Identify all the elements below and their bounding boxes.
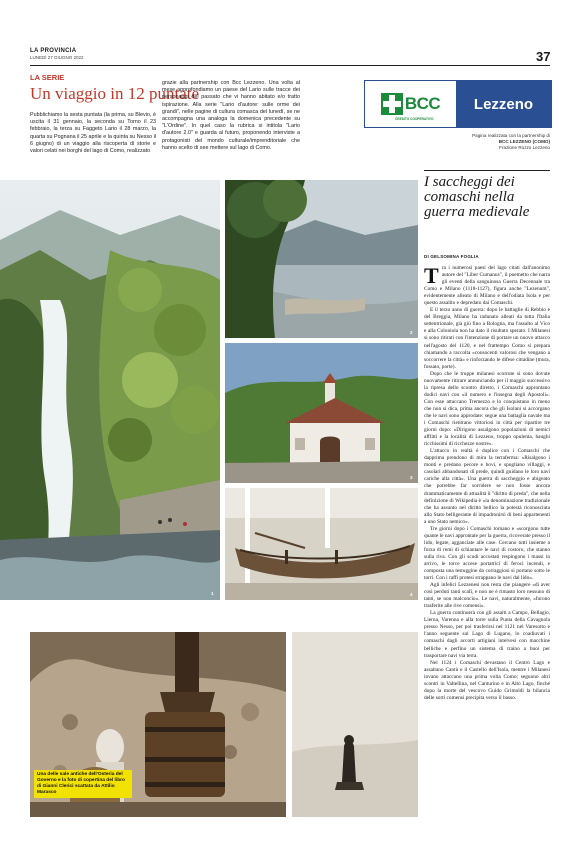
article-rule [424, 170, 550, 171]
series-intro-col2: grazie alla partnership con Bcc Lezzeno. Una volta al mese approfondiamo un paese del Lario sulle tracce dei personaggi del passato che vi hanno abitato e/o tratto ispirazione. Alla serie "Lario d'autore: sulle orme dei grandi", nelle pagine di cultura comasca del lunedì, se ne accompagna una analoga la domenica precedente su "L'Ordine". In quel caso la rubrica si intitola "Lario d'autore 2.0" e guarda al futuro, proponendo interviste a protagonisti del mondo culturale/imprenditoriale che hanno scelto di see mettere sul lago di Como. [162, 80, 300, 151]
article-paragraph: La guerra continuerà con gli assalti a Campo, Bellagio, Lierna, Varenna e alla torre sulla Punta della Cavagnola presso Nesso, per poi trasferirsi nel 1121 nel Varesotto e l'anno seguente sul Lago di Lugano, lo coadiuvati i comaschi dagli accorti artigiani intelvesi con macchine belliche e perfino un sistema di traino a buoi per trasportare navi via terra. [424, 610, 550, 659]
chapel-image [225, 343, 418, 483]
bcc-emblem-icon [381, 93, 403, 115]
photo-number-2: 2 [410, 330, 413, 335]
lake-shore-image [225, 180, 418, 338]
article-byline: DI GELSOMINA FOGLIA [424, 254, 479, 259]
article-paragraph: E il terzo anno di guerra: dopo le battaglie di Rebbio e del Breggia, Milano ha radunato alleati da tutta l'Italia settentrionale, già giù fino a Bologna, ma l'assalto al Vico e alla Coloniola non ha dato il risultato sperato. I Milanesi si sono ritirati con l'intenzione di portare un nuovo attacco nell'agosto del 1120, e nel frattempo Como si prepara chiamando a raccolta «consocenti valorosi che vengano a soccorrere la città» e rinforzando le difese cittadine (mura, fossato, porte). [424, 307, 550, 370]
photo-osteria-interior [30, 632, 286, 817]
article-body [424, 265, 550, 702]
article-paragraph: Nel 1124 i Comaschi devastano il Centro Lago e assaltano Cantù e il Castello dell'Isola, mentre i Milanesi invano attaccano una prima volta Como; seguono altri scontri in Valtellina, nel Canturino e in Alto Lago, finché dopo la morte del vescovo Guido Grimoldi la bilancia delle sorti comensi precipita verso il basso. [424, 659, 550, 701]
issue-date: LUNEDÌ 27 GIUGNO 2022 [30, 55, 84, 60]
drop-cap: T [424, 263, 439, 288]
photo-number-4: 4 [410, 592, 413, 597]
book-cover-image [292, 632, 418, 817]
bcc-subtitle: CREDITO COOPERATIVO [395, 117, 434, 121]
series-title: Un viaggio in 12 puntate [30, 84, 200, 103]
article-paragraph: Dopo che le truppe milanesi scorrute si sono dovute nuovamente ritirare annunciando per il maggio successivo la ripresa dello scontro diretto, i Comaschi approntano dodici navi con «il numero e l'insegna degli Apostoli». Con esse attaccano Tremezzo e lo conquistano in meno che non si dica, prima ancora che gli Isolani si accorgano che le navi sono approdate: segue una battaglia navale ma i Comaschi rientrano vittoriosi in città per ripartire tre giorni dopo: «Dirigono assalgono popolazioni di nemici afflitti e la località di Lezzeno, troppo opulenta, haughi ricchissimi di ricchezze nostre». [424, 370, 550, 448]
article-paragraph: Tre giorni dopo i Comaschi tornano e «scorgono tutte quante le navi approntate per la guerra, ricoverate presso il lido, legate, agganciate alle case. Cercano tutti insieme a forza di remi di schiantare le navi di costoro, che stanno sulla riva. Con gli scudi accostati respingono i massi in arrivo, le torce accese portatrici di feroci incendi, e composta una testuggine da corraggiosi si portano sotto le torri. Con i raffi protesi strappano le navi dal lido». [424, 525, 550, 582]
article-paragraph: L'attacco in realtà è duplice con i Comaschi che dapprima prendono di mira la terraferma: «Risalgono i monti e predano pecore e bovi, e spogliano villaggi, e casolari abbandonati di prede, quindi guidano le loro navi cariche alla città». Una guerra di saccheggio e abigeato che potrebbe far sorridere se non fosse ancora drammaticamente di attualità il "diritto di preda", che nella definizione di Wikipedia è «la denominazione tradizionale che ha assunto nel diritto bellico la potestà riconosciuta allo Stato belligerante di impadronirsi di beni appartenenti a uno Stato nemico». [424, 448, 550, 525]
series-intro-col1: Pubblichiamo la sesta puntata (la prima, su Blevio, è uscita il 31 gennaio, la seconda su Torno il 23 febbraio, la terza su Faggeto Lario il 28 marzo, la quarta su Pognana il 25 aprile e la quinta su Nesso il 6 giugno) di un viaggio alla riscoperta di storie e valori celati nei borghi del lago di Como, realizzato [30, 112, 156, 155]
ad-caption-line1: Pagina realizzata con la partnership di [472, 133, 550, 138]
photo-caption: Una delle sale antiche dell'Osteria del Governo e la foto di copertina del libro di Gianni Clerici scattata da Attilio Marasco [34, 770, 132, 798]
photo-number-3: 3 [410, 475, 413, 480]
section-label: LA SERIE [30, 73, 65, 82]
bcc-lezzeno-ad[interactable] [364, 80, 552, 128]
header-rule [30, 65, 550, 66]
waterfall-painting-image [0, 180, 220, 600]
article-paragraph: ra i numerosi paesi del lago citati dall'anonimo autore del "Liber Cumanus", il poemetto che narra gli eventi della sanguinosa Guerra Decennale tra Como e Milano (1118-1127), figura anche "Lezenum", evidentemente alleato di Milano e dell'odiata Isola e per questo assalito e depredato dai Comaschi. [424, 265, 550, 307]
bcc-logo [365, 81, 456, 127]
publication-name: LA PROVINCIA [30, 48, 77, 54]
ad-caption-line2: BCC LEZZENO (COMO) [498, 139, 550, 144]
photo-lake-shore [225, 180, 418, 338]
ad-branch-name: Lezzeno [456, 81, 551, 127]
photo-number-1: 1 [211, 591, 214, 596]
photo-waterfall-painting [0, 180, 220, 600]
photo-book-cover [292, 632, 418, 817]
article-title: I saccheggi dei comaschi nella guerra medievale [424, 174, 530, 220]
photo-chapel [225, 343, 418, 483]
wooden-boat-image [225, 488, 418, 600]
ad-caption-line3: Frazione Rozzo Lezzeno [499, 145, 550, 150]
bcc-wordmark: BCC [404, 94, 441, 113]
page-number: 37 [536, 49, 551, 64]
photo-wooden-boat [225, 488, 418, 600]
article-paragraph: Agli infelici Lezzenesi non resta che piangere «di aver così perduti tanti scafi, e non ne è rimasto loro nessuno di tanti, se non malconcio». Le navi, naturalmente, «furono trasferite alle rive comensi». [424, 582, 550, 610]
